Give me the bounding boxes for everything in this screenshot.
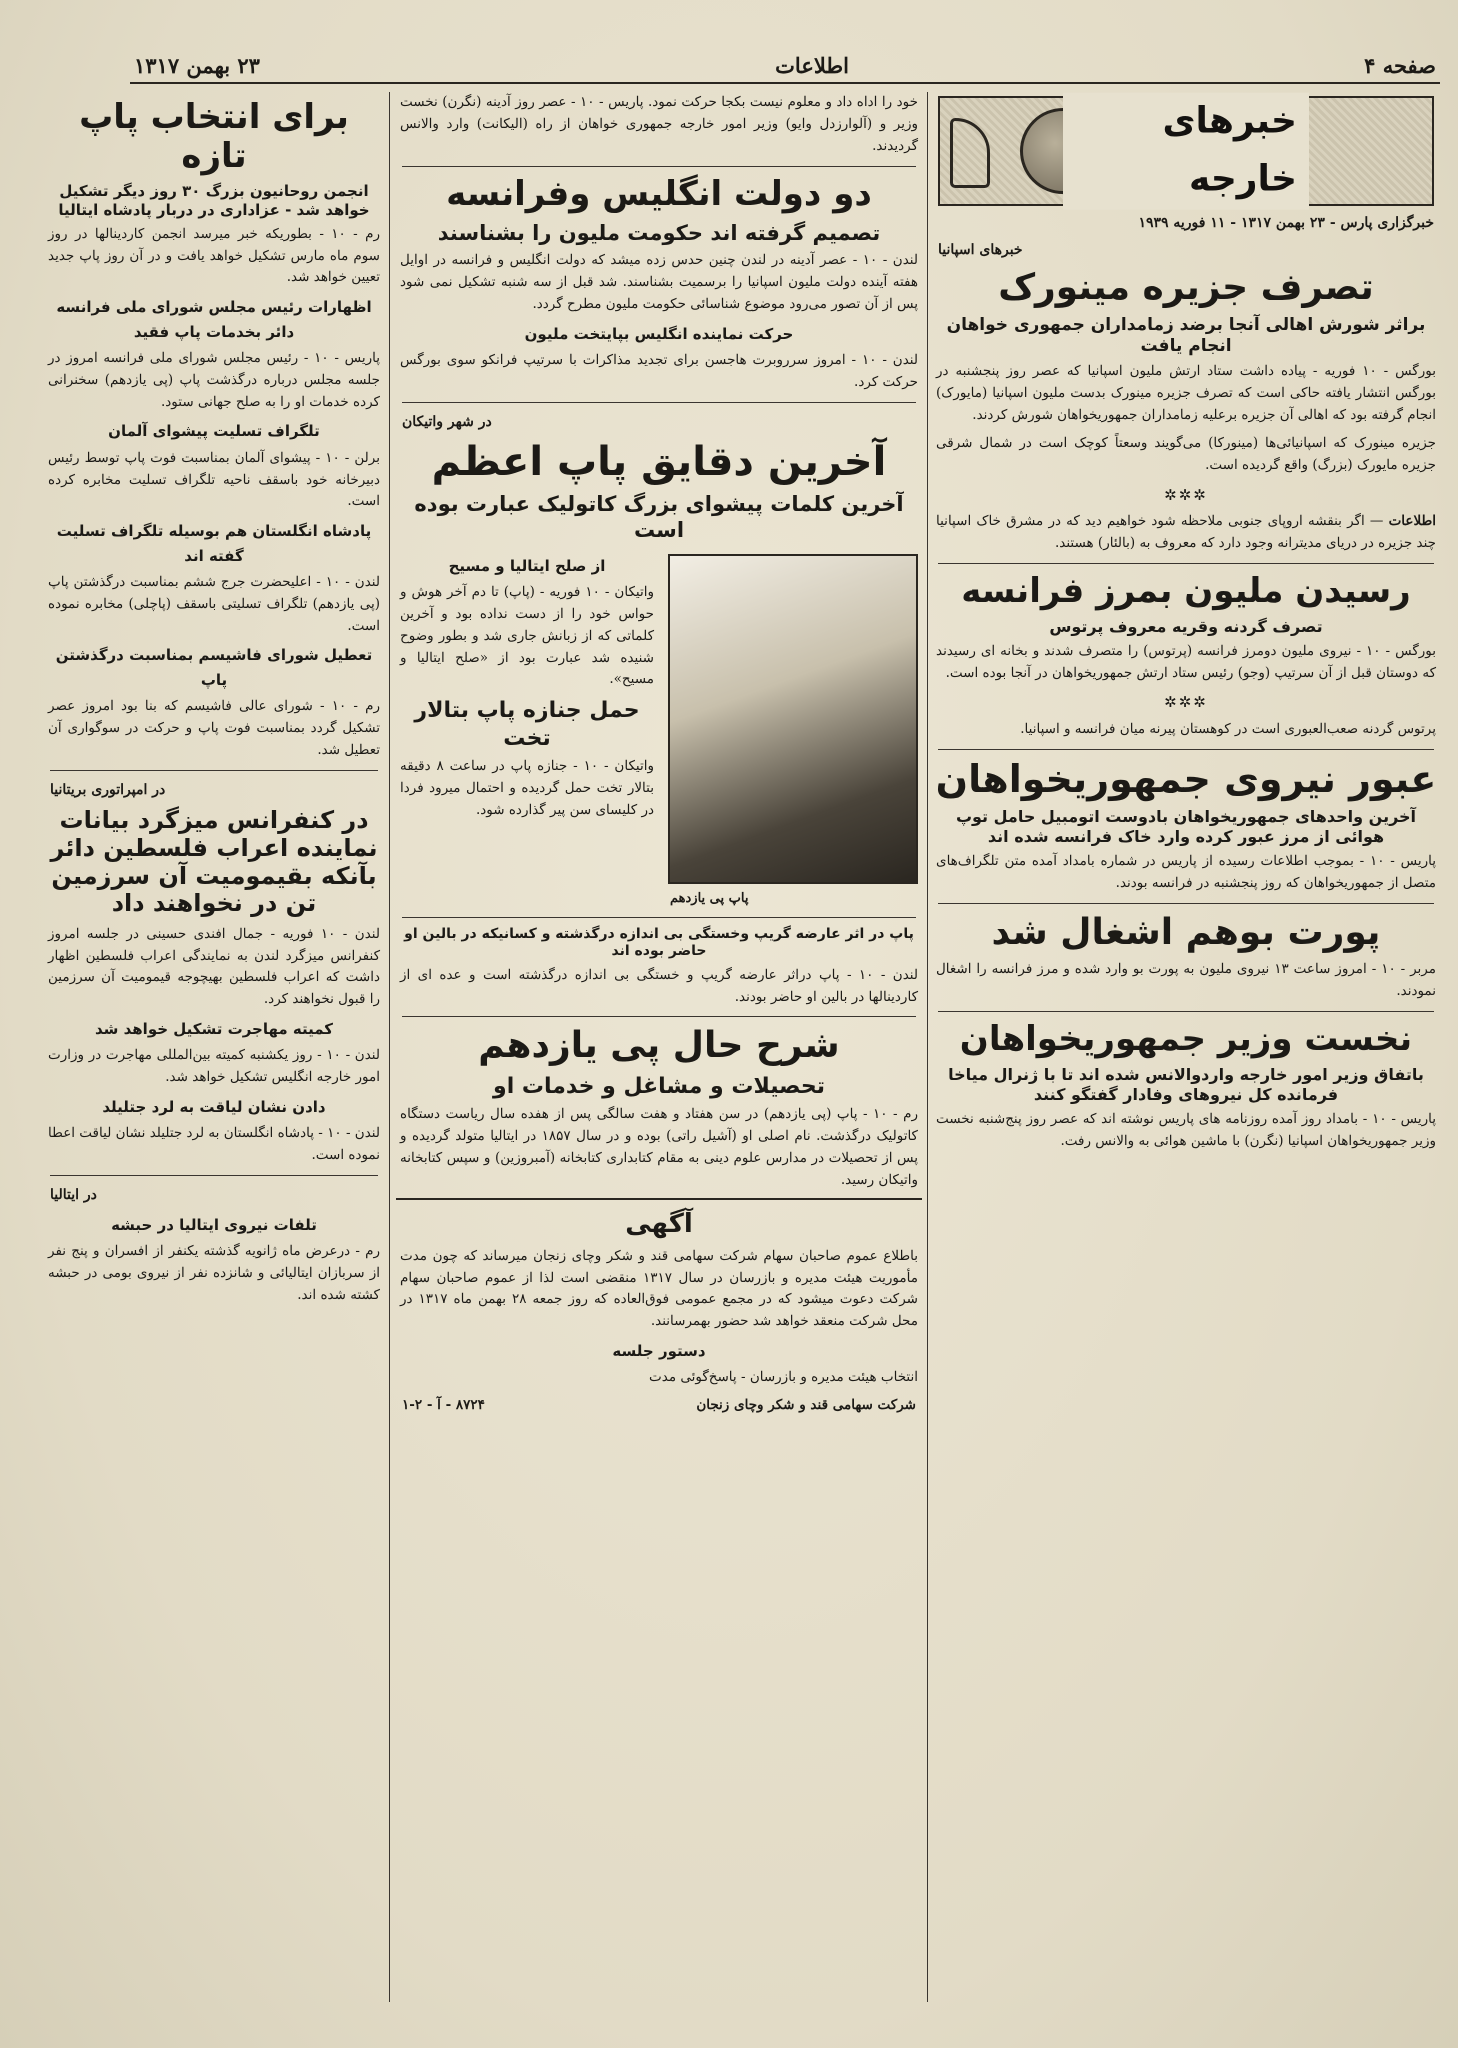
subheadline-france-border: تصرف گردنه وقریه معروف پرتوس [1049, 616, 1323, 636]
stars-divider: ✲✲✲ [1164, 485, 1208, 504]
headline-pope-last-minutes: آخرین دقایق پاپ اعظم [431, 439, 887, 486]
info-text-2: پرتوس گردنه صعب‌العبوری است در کوهستان پیرنه میان فرانسه و اسپانیا. [1020, 720, 1436, 737]
info-text-1: اگر بنقشه اروپای جنوبی ملاحظه شود خواهیم دید که در مشرق خاک اسپانیا چند جزیره در دریای مدیترانه وجود دارد که معروف به (بالئار) هستند. [936, 512, 1436, 551]
article-uk-king: لندن - ۱۰ - اعلیحضرت جرج ششم بمناسبت درگذشتن پاپ (پی یازدهم) تلگراف تسلیتی باسقف (پاچلی) مخابره نموده است. [48, 573, 380, 634]
headline-minorca: تصرف جزیره مینورک [998, 267, 1374, 309]
italy-tag: در ایتالیا [50, 1187, 97, 1204]
gramophone-icon [950, 118, 990, 188]
masthead [130, 48, 1440, 84]
divider [402, 402, 916, 403]
divider [50, 1175, 378, 1176]
headline-pope-cause: پاپ در اثر عارضه گریپ وخستگی بی اندازه درگذشته و کسانیکه در بالین او حاضر بوده اند [404, 925, 914, 960]
headline-france-statement: اظهارات رئیس مجلس شورای ملی فرانسه دائر بخدمات پاپ فقید [56, 298, 372, 341]
headline-palestine: در کنفرانس میزگرد بیانات نماینده اعراب فلسطین دائر بآنکه بقیمومیت آن سرزمین تن در نخواهند داد [50, 806, 378, 918]
subheadline-retreat: آخرین واحدهای جمهوریخواهان بادوست اتومبیل حامل توپ هوائی از مرز عبور کرده وارد خاک فرانسه شده اند [955, 807, 1417, 847]
headline-refugee-committee: کمیته مهاجرت تشکیل خواهد شد [94, 1020, 333, 1039]
article-germany: برلن - ۱۰ - پیشوای آلمان بمناسبت فوت پاپ توسط رئیس دبیرخانه خود باسقف ناحیه تلگراف تسلیت مخابره کرده است. [48, 449, 380, 510]
column-middle [396, 92, 922, 2002]
ad-agenda-text: انتخاب هیئت مدیره و بازرسان - پاسخ‌گوئی مدت [649, 1369, 918, 1386]
article-pope-cause: لندن - ۱۰ - پاپ دراثر عارضه گریپ و خستگی بی اندازه درگذشته است و عده ای از کاردینالها در بالین او حاضر بودند. [400, 966, 918, 1005]
subheadline-prime-minister: باتفاق وزیر امور خارجه واردوالانس شده اند تا با ژنرال میاخا فرمانده کل نیروهای وفادار گفتگو کنند [948, 1065, 1424, 1105]
pope-text-column [396, 548, 658, 909]
subheadline-pope-last-words: آخرین کلمات پیشوای بزرگ کاتولیک عبارت بوده است [414, 492, 904, 543]
article-fascist-council: رم - ۱۰ - شورای عالی فاشیسم که بنا بود امروز عصر تشکیل گردد بمناسبت فوت پاپ و حرکت در سوگواری آن تعطیل شد. [48, 698, 380, 758]
divider [402, 1016, 916, 1017]
article-minorca-p1: بورگس - ۱۰ فوریه - پیاده داشت ستاد ارتش ملیون اسپانیا که عصر روز پنجشنبه در بورگس انتشار یافته حاکی است که تصرف جزیره مینورک بدست ملیون اسپانیا (مایورک) انجام گرفته بود که اهالی آن جزیره برعلیه زمامداران جمهوریخواهان شورش کردند. [936, 363, 1436, 423]
divider [938, 903, 1434, 904]
pope-quote: از صلح ایتالیا و مسیح [448, 556, 606, 575]
headline-pope-biography: شرح حال پی یازدهم [478, 1025, 840, 1067]
article-election: رم - ۱۰ - بطوریکه خبر میرسد انجمن کاردینالها در روز سوم ماه مارس تشکیل خواهد یافت و در آن روز پاپ جدید تعیین خواهد شد. [48, 225, 380, 286]
ad-text: باطلاع عموم صاحبان سهام شرکت سهامی قند و شکر وچای زنجان میرساند که چون مدت مأموریت هیئت مدیره و بازرسان در سال ۱۳۱۷ منقضی است لذا از عموم صاحبان سهام شرکت دعوت میشود که در مجمع عمومی فوق‌العاده که روز جمعه ۲۸ بهمن ماه ۱۳۱۷ در محل شرکت منعقد خواهد شد حضور بهمرسانند. [400, 1247, 918, 1330]
column-left [44, 92, 384, 2002]
subheadline-pope-biography: تحصیلات و مشاغل و خدمات او [493, 1073, 825, 1099]
headline-funeral: حمل جنازه پاپ بتالار تخت [414, 698, 640, 751]
pope-photo-column [664, 548, 922, 909]
headline-prime-minister: نخست وزیر جمهوریخواهان [959, 1019, 1413, 1060]
divider [50, 770, 378, 771]
article-france-statement: پاریس - ۱۰ - رئیس مجلس شورای ملی فرانسه امروز در جلسه مجلس درباره درگذشت پاپ (پی یازدهم) سخنرانی کرده خدمات او را به صلح جهانی ستود. [48, 349, 380, 410]
article-pope-biography: رم - ۱۰ - پاپ (پی یازدهم) در سن هفتاد و هفت سالگی پس از هفده سال ریاست دستگاه کاتولیک درگذشت. نام اصلی او (آشیل راتی) بوده و در سال ۱۸۵۷ در ایتالیا متولد گردیده و پس از تحصیلات در مدارس علوم دینی به مقام کتابداری کتابخانه (آمبروزین) و سپس کتابخانه واتیکان رسید. [400, 1106, 918, 1188]
advertisement [396, 1198, 922, 1417]
column-foreign-news: خبرهای خارجه خبرگزاری پارس - ۲۳ بهمن ۱۳۱۷ - ۱۱ فوریه ۱۹۳۹ خبرهای اسپانیا تصرف جزیره مینورک براثر شورش اهالی آنجا برضد زمامداران جمهوری خواهان انجام یافت بورگس - ۱۰ فوریه - پیاده داشت ستاد ارتش ملیون اسپانیا که عصر روز پنجشنبه در بورگس انتشار یافته حاکی است که تصرف جزیره مینورک بدست ملیون اسپانیا (مایورک) انجام گرفته بود که اهالی آن جزیره برعلیه زمامداران جمهوریخواهان شورش کردند. جزیره مینورک که اسپانیائی‌ها (مینورکا) می‌گویند وسعتاً کوچک است در شمال شرقی جزیره مایورک (بزرگ) واقع گردیده است. ✲✲✲ اطلاعات — اگر بنقشه اروپای جنوبی ملاحظه شود خواهیم دید که در مشرق خاک اسپانیا چند جزیره در دریای مدیترانه وجود دارد که معروف به (بالئار) هستند. رسیدن ملیون بمرز فرانسه تصرف گردنه وقریه معروف پرتوس بورگس - ۱۰ - نیروی ملیون دومرز فرانسه (پرتوس) را متصرف شدند و بخانه ای رسیدند که دوستان قبل از آن سرتیپ (وجو) رئیس ستاد ارتش جمهوریخواهان در آنجا بوده است. ✲✲✲ پرتوس گردنه صعب‌العبوری است در کوهستان پیرنه میان فرانسه و اسپانیا. عبور نیروی جمهوریخواهان آخرین واحدهای جمهوریخواهان بادوست اتومبیل حامل توپ هوائی از مرز عبور کرده وارد خاک فرانسه شده اند پاریس - ۱۰ - بموجب اطلاعات رسیده از پاریس در شماره بامداد آمده متن تلگراف‌های متصل از جمهوریخواهان که روز پنجشنبه در فرانسه بودند. پورت بوهم اشغال شد مربر - ۱۰ - امروز ساعت ۱۳ نیروی ملیون به پورت بو وارد شده و مرز فرانسه را اشغال نمودند. نخست وزیر جمهوریخواهان باتفاق وزیر امور خارجه واردوالانس شده اند تا با ژنرال میاخا فرمانده کل نیروهای وفادار گفتگو کنند پاریس - ۱۰ - بامداد روز آمده روزنامه های پاریس نوشته اند که عصر روز پنج‌شنبه نخست وزیر جمهوریخواهان اسپانیا (نگرن) با ماشین هوائی به والانس رفت. [932, 92, 1440, 2002]
article-funeral: واتیکان - ۱۰ - جنازه پاپ در ساعت ۸ دقیقه بتالار تخت حمل گردیده و احتمال میرود فردا در کلیسای سن پیر گذارده شود. [400, 758, 654, 818]
article-italy-losses: رم - درعرض ماه ژانویه گذشته یکنفر از افسران و پنج نفر از سربازان ایتالیائی و شانزده نفر از نیروی بومی در حبشه کشته شده اند. [48, 1243, 380, 1303]
ad-signature: شرکت سهامی قند و شکر وچای زنجان [696, 1397, 916, 1414]
section-logo [938, 96, 1434, 206]
article-minorca-p2: جزیره مینورک که اسپانیائی‌ها (مینورکا) می‌گویند وسعتاً کوچک است در شمال شرقی جزیره مایورک (بزرگ) واقع گردیده است. [936, 434, 1436, 473]
column-rule [389, 92, 390, 2002]
article-prime-minister: پاریس - ۱۰ - بامداد روز آمده روزنامه های پاریس نوشته اند که عصر روز پنج‌شنبه نخست وزیر جمهوریخواهان اسپانیا (نگرن) با ماشین هوائی به والانس رفت. [936, 1111, 1436, 1149]
divider [938, 749, 1434, 750]
headline-election: برای انتخاب پاپ تازه [79, 97, 349, 177]
section-title: خبرهای خارجه [1063, 93, 1309, 210]
headline-germany: تلگراف تسلیت پیشوای آلمان [108, 422, 320, 441]
article-france-uk: لندن - ۱۰ - عصر آدینه در لندن چنین حدس زده میشد که دولت انگلیس و فرانسه در اوایل هفته آینده دولت ملیون اسپانیا را برسمیت بشناسند. شد قبل از سه شنبه تشکیل نمی شود پس از آن تصور می‌رود موضوع شناسائی حکومت ملیون مطرح گردد. [400, 251, 918, 312]
pope-story-block [396, 548, 922, 909]
ad-footer [402, 1395, 916, 1417]
ad-title: آگهی [625, 1208, 693, 1239]
headline-uk-king: پادشاه انگلستان هم بوسیله تلگراف تسلیت گفته اند [56, 522, 372, 565]
article-france-border: بورگس - ۱۰ - نیروی ملیون دومرز فرانسه (پرتوس) را متصرف شدند و بخانه ای رسیدند که دوستان قبل از آن سرتیپ (وجو) رئیس ستاد ارتش جمهوریخواهان در آنجا بوده است. [936, 642, 1436, 681]
article-continued: خود را اداه داد و معلوم نیست بکجا حرکت نمود. پاریس - ۱۰ - عصر روز آدینه (نگرن) نخست وزیر و (آلوارزدل وایو) وزیر امور خارجه جمهوری خواهان از راه (الیکانت) وارد والانس گردیدند. [400, 94, 918, 154]
headline-italy-losses: تلفات نیروی ایتالیا در حبشه [111, 1215, 317, 1234]
divider [938, 1011, 1434, 1012]
divider [402, 166, 916, 167]
photo-caption: پاپ پی یازدهم [670, 890, 749, 906]
headline-france-uk: دو دولت انگلیس وفرانسه [446, 173, 872, 214]
pope-portrait-image [668, 554, 918, 884]
headline-portbou: پورت بوهم اشغال شد [991, 911, 1381, 953]
subhead-spain: خبرهای اسپانیا [938, 241, 1023, 258]
vatican-tag: در شهر واتیکان [402, 413, 492, 430]
divider [938, 563, 1434, 564]
headline-france-border: رسیدن ملیون بمرز فرانسه [961, 570, 1411, 611]
newspaper-name: اطلاعات [775, 52, 849, 78]
dateline: خبرگزاری پارس - ۲۳ بهمن ۱۳۱۷ - ۱۱ فوریه ۱۹۳۹ [1138, 215, 1434, 231]
article-portbou: مربر - ۱۰ - امروز ساعت ۱۳ نیروی ملیون به پورت بو وارد شده و مرز فرانسه را اشغال نمودند. [936, 961, 1436, 1000]
divider [402, 917, 916, 918]
stars-divider: ✲✲✲ [1164, 693, 1208, 712]
ad-reference: ۸۷۲۴ - آ - ۲-۱ [402, 1397, 485, 1414]
subheadline-election: انجمن روحانیون بزرگ ۳۰ روز دیگر تشکیل خواهد شد - عزاداری در دربار پادشاه ایتالیا [58, 182, 370, 219]
subhead-uk-rep: حرکت نماینده انگلیس بپایتخت ملیون [524, 324, 794, 343]
issue-date: ۲۳ بهمن ۱۳۱۷ [134, 52, 260, 78]
ad-agenda-title: دستور جلسه [612, 1342, 706, 1361]
article-uk-rep: لندن - ۱۰ - امروز سرروبرت هاجسن برای تجدید مذاکرات با سرتیپ فرانکو سوی بورگس حرکت کرد. [400, 351, 918, 390]
headline-retreat: عبور نیروی جمهوریخواهان [935, 756, 1437, 801]
article-pope: واتیکان - ۱۰ فوریه - (پاپ) تا دم آخر هوش و حواس خود را از دست نداده بود و آخرین کلماتی که از زبانش جاری شد و بطور وضوح شنیده شد عبارت بود از «صلح ایتالیا و مسیح». [400, 583, 655, 688]
column-rule [927, 92, 928, 2002]
headline-honour: دادن نشان لیاقت به لرد جتلیلد [102, 1098, 326, 1117]
page-number: صفحه ۴ [1364, 52, 1436, 78]
article-refugee-committee: لندن - ۱۰ - روز یکشنبه کمیته بین‌المللی مهاجرت در وزارت امور خارجه انگلیس تشکیل خواهد شد. [48, 1047, 380, 1086]
headline-fascist-council: تعطیل شورای فاشیسم بمناسبت درگذشتن پاپ [55, 646, 373, 689]
subheadline-france-uk: تصمیم گرفته اند حکومت ملیون را بشناسند [437, 220, 881, 245]
article-palestine: لندن - ۱۰ فوریه - جمال افندی حسینی در جلسه امروز کنفرانس میزگرد لندن به نمایندگی اعراب فلسطین اظهار داشت که اعراب فلسطین بهیچوجه قیمومیت آن سرزمین را قبول نخواهند کرد. [48, 925, 380, 1008]
subheadline-minorca: براثر شورش اهالی آنجا برضد زمامداران جمهوری خواهان انجام یافت [946, 314, 1426, 356]
article-retreat: پاریس - ۱۰ - بموجب اطلاعات رسیده از پاریس در شماره بامداد آمده متن تلگراف‌های متصل از جمهوریخواهان که روز پنجشنبه در فرانسه بودند. [936, 853, 1436, 892]
empire-tag: در امپراتوری بریتانیا [50, 781, 166, 798]
article-honour: لندن - ۱۰ - پادشاه انگلستان به لرد جتلیلد نشان لیاقت اعطا نموده است. [48, 1125, 380, 1164]
info-label: اطلاعات [1388, 512, 1436, 529]
